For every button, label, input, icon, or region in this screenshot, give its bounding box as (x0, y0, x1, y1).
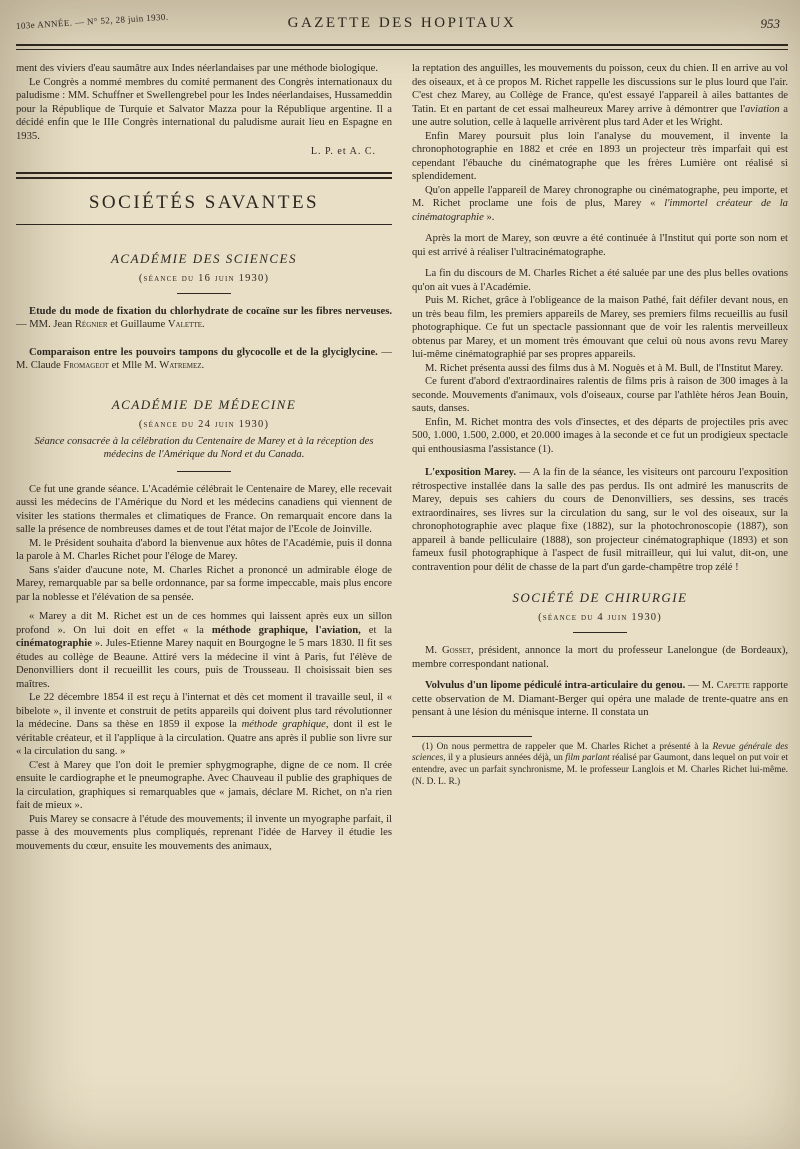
signature: L. P. et A. C. (310, 146, 376, 157)
paragraph: Après la mort de Marey, son œuvre a été continuée à l'Institut qui porte son nom et qui est arrivé à réaliser l'ultracinématographe. (412, 233, 788, 258)
paragraph: La fin du discours de M. Charles Richet a été saluée par une des plus belles ovations qu'on ait vues à l'Académie. (412, 268, 788, 293)
footnote (412, 742, 788, 789)
text-segment: , il y a plusieurs années déjà, un (443, 753, 566, 764)
text-segment: , dont il est le véritable créateur, et il l'applique à la circulation. Quatre ans après il publie son livre sur « la circulation du sang. » (16, 719, 392, 757)
seance-date-chirurgie: (séance du 4 juin 1930) (538, 612, 662, 623)
text-segment: Fromageot (63, 360, 109, 371)
text-segment: la reptation des anguilles, les mouvements du poisson, ceux du chien. Il en arrive au vol des oiseaux, et à ce propos M. Richet rappelle les discussions sur le plus lourd que l'air. C'est chez Marey, au Collège de France, qu'est essayé l'appareil à ailes battantes de Tatin. Et en partant de cet essai malheureux Marey arrive à démontrer que l' (412, 63, 788, 115)
text-segment: Régnier (74, 319, 108, 330)
text-segment: (1) On nous permettra de rappeler que M. Charles Richet a présenté à la (422, 741, 713, 752)
text-segment: aviation (745, 103, 780, 115)
paragraph: Puis M. Richet, grâce à l'obligeance de la maison Pathé, fait défiler devant nous, en un très beau film, les premiers appareils de Marey, ses premiers films recueillis au fusil photographique. Ce fut un spectacle passionnant que de voir les ralentis merveilleux obtenus par Marey, et un moment très émouvant que celui où nous avons revu Marey lui-même cinématographié par ses propres appareils. (412, 295, 788, 360)
paragraph: M. le Président souhaita d'abord la bienvenue aux hôtes de l'Académie, puis il donna la parole à M. Charles Richet pour l'éloge de Marey. (16, 537, 392, 562)
paragraph (16, 346, 392, 373)
heading-academie-de-medecine: ACADÉMIE DE MÉDECINE (111, 396, 297, 412)
header-double-rule (16, 44, 788, 50)
left-column (16, 62, 392, 853)
text-segment: — A la fin de la séance, les visiteurs ont parcouru l'exposition rétrospective installée dans la salle des pas perdus. Ils ont admiré les manuscrits de Marey, depuis ses cahiers du cours de Denonvilliers, ses dessins, ses tracés extraordinaires, ses livres sur la circulation du sang, sur le vol des oiseaux, sur la chronophotographie avec plaque fixe (1882), sur la photochronoscopie (1887), son appareil à bande pelliculaire (1888), son projecteur cinématographique (1893) et son fameux fusil photographique à l'aspect de fusil mitrailleur, qui lui valut, dit-on, une contravention pour délit de chasse de la part d'un garde-champêtre trop zélé ! (412, 467, 788, 573)
paragraph (16, 610, 392, 691)
text-segment: Gosset (442, 645, 472, 656)
paragraph (412, 644, 788, 671)
text-segment: méthode graphique, l'aviation, (211, 624, 361, 636)
paragraph (412, 184, 788, 225)
paragraph-volvulus (412, 679, 788, 720)
heading-societe-de-chirurgie: SOCIÉTÉ DE CHIRURGIE (512, 590, 688, 605)
text-segment: ». (483, 211, 495, 223)
paragraph: Ce fut une grande séance. L'Académie célébrait le Centenaire de Marey, elle recevait aussi les médecins de l'Amérique du Nord et les médecins canadiens qui viennent de visiter les stations thermales et climatiques de France. On remarquait encore dans la salle la présence de nombreuses dames et de tout l'état major de l'Ecole de Joinville. (16, 483, 392, 535)
text-segment: et Guillaume (107, 319, 168, 330)
issue-info: 103e ANNÉE. — N° 52, 28 juin 1930. (15, 11, 169, 31)
text-segment: Etude du mode de fixation du chlorhydrate de cocaïne sur les fibres nerveuses. (29, 305, 392, 317)
text-segment: , président, annonce la mort du professeur Lanelongue (de Bordeaux), membre correspondant national. (412, 645, 789, 670)
text-segment: et Mlle M. (108, 360, 160, 371)
paragraph: Ce furent d'abord d'extraordinaires ralentis de films pris à raison de 300 images à la seconde. Mouvements d'animaux, vols d'oiseaux, course par l'athlète héros Jean Bouin, sauts, danses. (412, 376, 788, 414)
paragraph: Le Congrès a nommé membres du comité permanent des Congrès internationaux du paludisme : MM. Schuffner et Swellengrebel pour les Indes néerlandaises, Hussameddin pour la République de Turquie et Salvator Mazza pour la République argentine. Il a décidé enfin que le IIIe Congrès international du paludisme aurait lieu en Espagne en 1935. (16, 76, 392, 142)
text-segment: ». Jules-Etienne Marey naquit en Bourgogne le 5 mars 1830. Il fit ses études au collège de Beaune. Attiré vers la médecine il vint à Paris, fut l'élève de Denonvilliers dont il recueillit les cours, puis de Trousseau. Il choisissait bien ses maîtres. (16, 638, 392, 690)
paragraph: Sans s'aider d'aucune note, M. Charles Richet a prononcé un admirable éloge de Marey, remarquable par sa belle ordonnance, par sa forme impeccable, mais plus encore par la noblesse et l'élévation de sa pensée. (16, 564, 392, 603)
text-segment: « Marey a dit M. Richet est un de ces hommes qui laissent après eux un sillon profond ». On lui doit en effet « la (16, 611, 392, 636)
separator-rule (177, 471, 231, 472)
text-segment: Qu'on appelle l'appareil de Marey chronographe ou cinématographe, peu importe, et M. Richet proclame une fois de plus, Marey « (412, 184, 788, 209)
text-segment: Revue générale des sciences (412, 741, 788, 764)
text-segment: réalisé par Gaumont, dans lequel on put voir et entendre, avec un parfait synchronisme, M. le professeur Langlois et M. Charles Richet lui-même. (N. D. L. R.) (412, 753, 789, 787)
paragraph: Enfin, M. Richet montra des vols d'insectes, et des départs de projectiles pris avec 500, 1.000, 1.500, 2.000, et 20.000 images à la seconde et ce fut un prodigieux spectacle qui enthousiasma l'assistance (1). (412, 416, 788, 455)
text-segment: l'immortel créateur de la cinématographie (412, 198, 788, 223)
paragraph (16, 305, 392, 332)
text-segment: Volvulus d'un lipome pédiculé intra-articulaire du genou. (425, 680, 686, 691)
text-segment: — M. (685, 680, 717, 691)
text-segment: . (202, 319, 205, 330)
text-segment: L'exposition Marey. (425, 467, 517, 478)
paragraph-exposition-marey (412, 466, 788, 574)
paragraph: Enfin Marey poursuit plus loin l'analyse du mouvement, il invente la chronophotographie en 1882 et crée en 1893 un projecteur très imparfait qui est cependant l'ébauche du cinématographe que les frères Lumière ont réalisé si splendidement. (412, 130, 788, 182)
text-segment: — M. Claude (16, 346, 392, 371)
text-segment: rapporte cette observation de M. Diamant-Berger qui opéra une malade de trente-quatre ans en pensant à une lésion du ménisque interne. Il constata un (412, 680, 788, 718)
paragraph (16, 691, 392, 759)
text-segment: Watremez (159, 360, 202, 371)
text-segment: Capette (716, 680, 750, 691)
text-segment: a une autre solution, celle à laquelle arrivèrent plus tard Ader et les Wright. (412, 103, 788, 128)
paragraph: C'est à Marey que l'on doit le premier sphygmographe, digne de ce nom. Il crée ensuite le cardiographe et le pneumographe. Avec Chauveau il publie des graphiques de la circulation, graphiques si remarquables que « jamais, déclare M. Richet, on n'a rien fait de mieux ». (16, 759, 392, 811)
paragraph: M. Richet présenta aussi des films dus à M. Noguès et à M. Bull, de l'Institut Marey. (425, 362, 784, 374)
text-segment: . (201, 360, 205, 371)
text-segment: film parlant (565, 753, 610, 764)
masthead (15, 11, 788, 40)
paragraph: Puis Marey se consacre à l'étude des mouvements; il invente un myographe parfait, il passe à des mouvements plus compliqués, reprenant l'idée de Harvey il étudie les mouvements du cœur, ensuite les mouvements des animaux, (16, 813, 392, 852)
paragraph: ment des viviers d'eau saumâtre aux Indes néerlandaises par une méthode biologique. (16, 63, 378, 74)
separator-rule (177, 293, 231, 294)
text-segment: Valette (167, 319, 202, 330)
text-segment: cinématographie (16, 638, 92, 649)
right-column (412, 62, 788, 853)
section-double-rule (16, 172, 392, 179)
text-segment: — MM. Jean (16, 319, 75, 330)
section-title-societes-savantes: SOCIÉTÉS SAVANTES (88, 191, 320, 213)
columns (16, 62, 788, 853)
heading-academie-des-sciences: ACADÉMIE DES SCIENCES (110, 250, 298, 266)
text-segment: méthode graphique (241, 719, 326, 730)
text-segment: M. (425, 645, 442, 656)
page-number: 953 (760, 16, 780, 31)
footnote-rule (412, 736, 532, 737)
section-underline-rule (16, 224, 392, 225)
paragraph (412, 62, 788, 130)
text-segment: Comparaison entre les pouvoirs tampons du glycocolle et de la glyciglycine. (29, 346, 378, 358)
text-segment: et la (360, 624, 392, 636)
seance-subtitle: Séance consacrée à la célébration du Centenaire de Marey et à la réception des médecins de l'Amérique du Nord et du Canada. (34, 435, 374, 460)
seance-date-medecine: (séance du 24 juin 1930) (138, 418, 270, 430)
seance-date-sciences: (séance du 16 juin 1930) (138, 272, 270, 284)
separator-rule (573, 632, 627, 633)
journal-title: GAZETTE DES HOPITAUX (287, 15, 517, 31)
text-segment: Le 22 décembre 1854 il est reçu à l'internat et dès cet moment il travaille seul, il « bibelote », il invente et construit de petits appareils qui doivent plus tard révolutionner la médecine. Dans sa thèse en 1859 il expose la (16, 692, 392, 730)
